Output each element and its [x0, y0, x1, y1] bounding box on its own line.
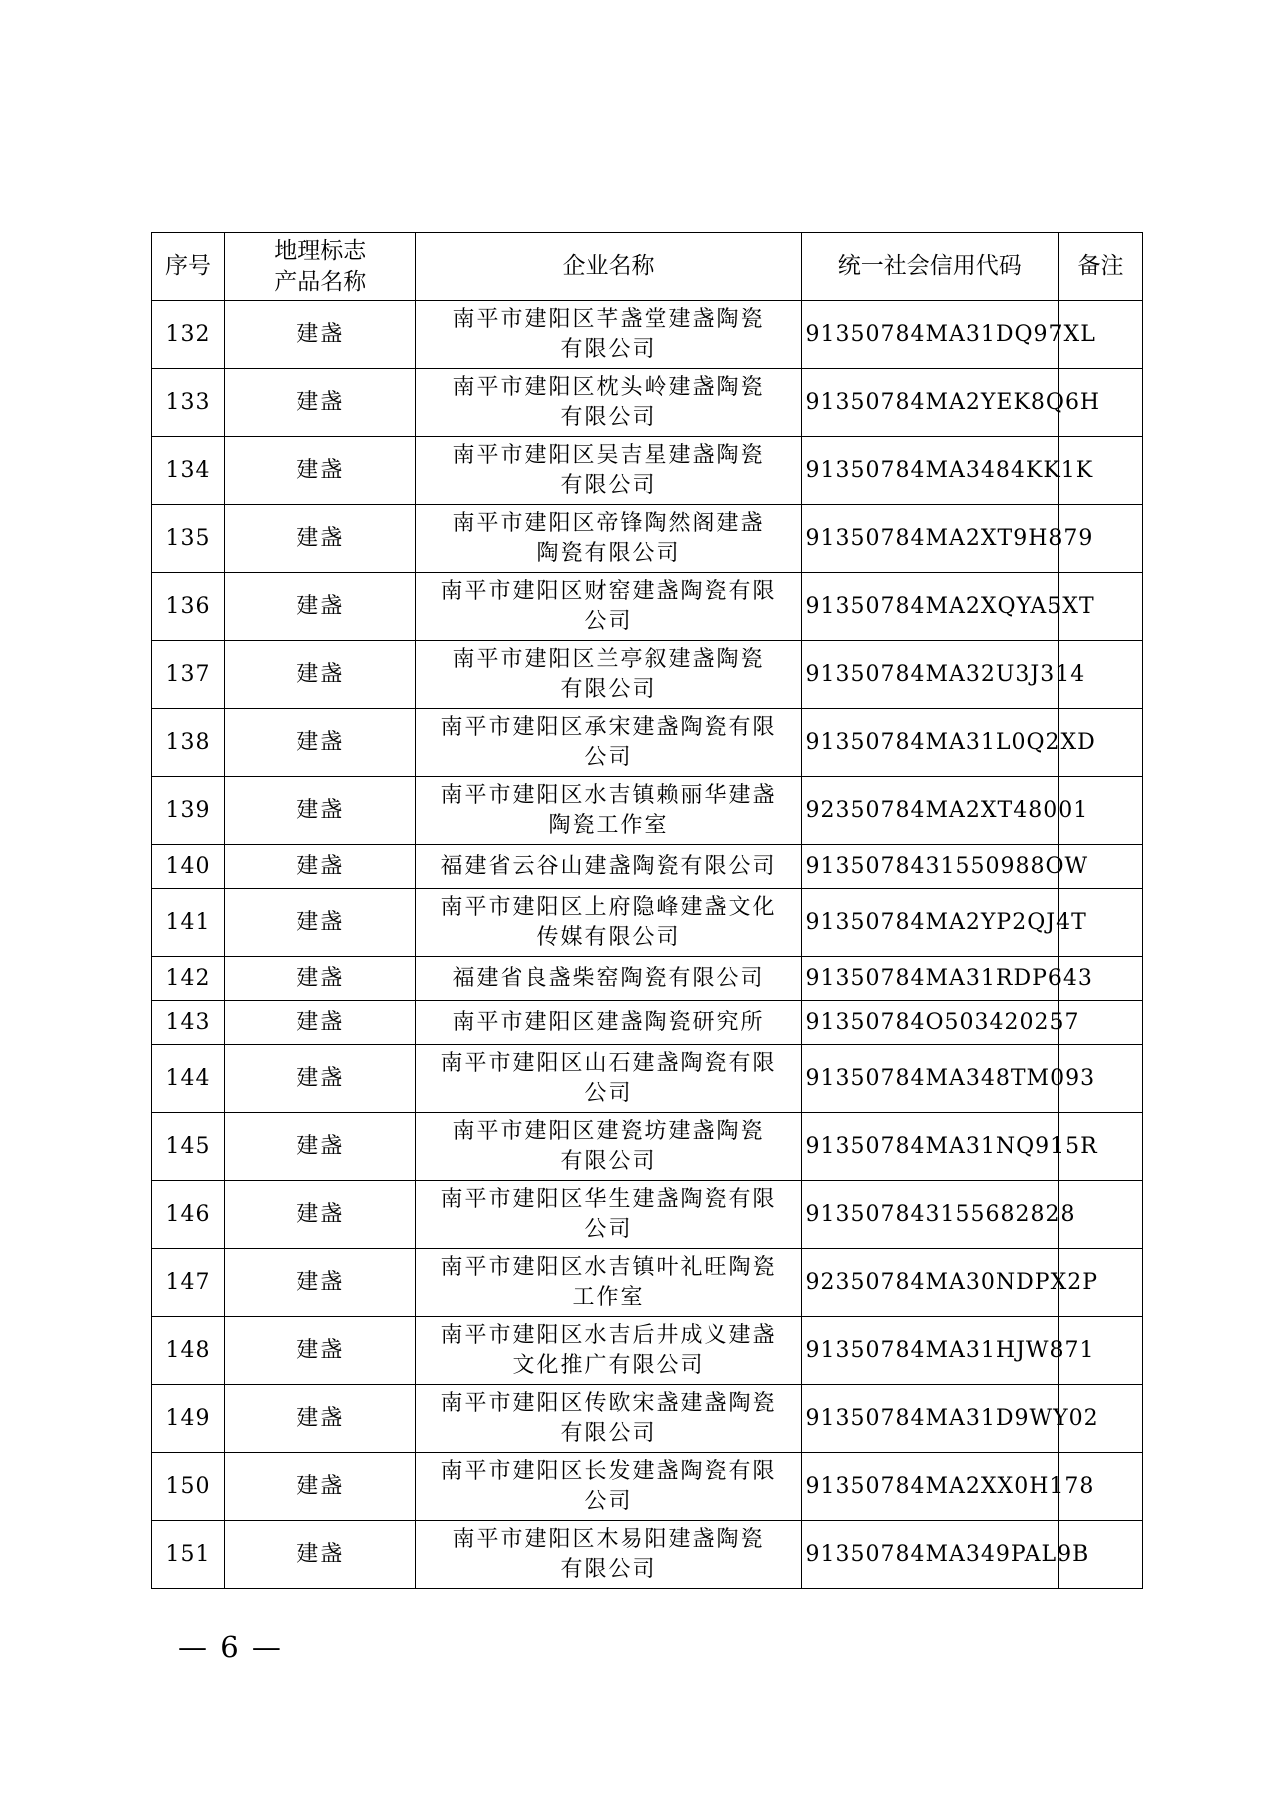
- company-name-line1: 南平市建阳区承宋建盏陶瓷有限: [440, 714, 777, 740]
- company-name-line1: 南平市建阳区华生建盏陶瓷有限: [440, 1186, 777, 1212]
- product-name-cell: 建盏: [224, 777, 416, 845]
- company-name-cell: [416, 505, 801, 573]
- credit-code-cell: 91350784MA348TM093: [801, 1045, 1058, 1113]
- company-name-cell: [416, 1317, 801, 1385]
- company-name-cell: [416, 1113, 801, 1181]
- table-row: [152, 1385, 1143, 1453]
- serial-number-cell: 133: [152, 369, 225, 437]
- company-name-line1: 南平市建阳区水吉镇赖丽华建盏: [440, 782, 777, 808]
- table-row: [152, 709, 1143, 777]
- credit-code-cell: 91350784MA32U3J314: [801, 641, 1058, 709]
- company-name-line2: 公司: [584, 1488, 633, 1514]
- serial-number-cell: 144: [152, 1045, 225, 1113]
- company-name-line2: 传媒有限公司: [536, 924, 681, 950]
- serial-number-cell: 132: [152, 301, 225, 369]
- company-name-line2: 公司: [584, 1216, 633, 1242]
- table-row: [152, 369, 1143, 437]
- product-name-cell: 建盏: [224, 437, 416, 505]
- credit-code-cell: 91350784MA31HJW871: [801, 1317, 1058, 1385]
- company-name-line2: 有限公司: [560, 472, 657, 498]
- company-name-cell: [416, 957, 801, 1001]
- table-row: [152, 845, 1143, 889]
- product-name-cell: 建盏: [224, 1181, 416, 1249]
- company-name-line2: 有限公司: [560, 1556, 657, 1582]
- credit-code-cell: 91350784MA2YP2QJ4T: [801, 889, 1058, 957]
- company-name-line1: 南平市建阳区兰亭叙建盏陶瓷: [452, 646, 765, 672]
- table-row: [152, 1317, 1143, 1385]
- company-name-line2: 有限公司: [560, 676, 657, 702]
- page-number: — 6 —: [178, 1630, 283, 1664]
- company-name-line1: 南平市建阳区传欧宋盏建盏陶瓷: [440, 1390, 777, 1416]
- company-name-cell: [416, 845, 801, 889]
- company-name-line1: 南平市建阳区帝锋陶然阁建盏: [452, 510, 765, 536]
- header-product-line1: 地理标志: [274, 237, 367, 264]
- table-row: [152, 1521, 1143, 1589]
- company-name-line1: 南平市建阳区长发建盏陶瓷有限: [440, 1458, 777, 1484]
- product-name-cell: 建盏: [224, 709, 416, 777]
- product-name-cell: 建盏: [224, 1045, 416, 1113]
- table-row: [152, 573, 1143, 641]
- header-product-line2: 产品名称: [274, 268, 367, 295]
- table-row: [152, 641, 1143, 709]
- credit-code-cell: 91350784MA2XT9H879: [801, 505, 1058, 573]
- company-name-line2: 有限公司: [560, 1420, 657, 1446]
- serial-number-cell: 137: [152, 641, 225, 709]
- company-name-cell: [416, 301, 801, 369]
- serial-number-cell: 135: [152, 505, 225, 573]
- company-name-cell: [416, 1385, 801, 1453]
- table-row: [152, 301, 1143, 369]
- table-row: [152, 437, 1143, 505]
- serial-number-cell: 150: [152, 1453, 225, 1521]
- company-name-line1: 福建省良盏柴窑陶瓷有限公司: [452, 965, 765, 991]
- company-name-cell: [416, 369, 801, 437]
- product-name-cell: 建盏: [224, 1113, 416, 1181]
- header-product-name: [224, 233, 416, 301]
- company-name-line1: 南平市建阳区建瓷坊建盏陶瓷: [452, 1118, 765, 1144]
- company-name-line2: 陶瓷有限公司: [536, 540, 681, 566]
- product-name-cell: 建盏: [224, 641, 416, 709]
- credit-code-cell: 92350784MA2XT48001: [801, 777, 1058, 845]
- table-row: [152, 1045, 1143, 1113]
- serial-number-cell: 146: [152, 1181, 225, 1249]
- table-row: [152, 1001, 1143, 1045]
- enterprise-table: [151, 232, 1143, 1589]
- header-serial-number: 序号: [152, 233, 225, 301]
- serial-number-cell: 147: [152, 1249, 225, 1317]
- product-name-cell: 建盏: [224, 1453, 416, 1521]
- header-company-name: 企业名称: [416, 233, 801, 301]
- serial-number-cell: 141: [152, 889, 225, 957]
- company-name-line1: 南平市建阳区水吉镇叶礼旺陶瓷: [440, 1254, 777, 1280]
- company-name-cell: [416, 709, 801, 777]
- company-name-line1: 南平市建阳区水吉后井成义建盏: [440, 1322, 777, 1348]
- table-header-row: [152, 233, 1143, 301]
- company-name-line1: 南平市建阳区上府隐峰建盏文化: [440, 894, 777, 920]
- company-name-line2: 文化推广有限公司: [512, 1352, 705, 1378]
- product-name-cell: 建盏: [224, 1521, 416, 1589]
- serial-number-cell: 142: [152, 957, 225, 1001]
- company-name-line2: 公司: [584, 1080, 633, 1106]
- table-row: [152, 1249, 1143, 1317]
- serial-number-cell: 136: [152, 573, 225, 641]
- credit-code-cell: 91350784MA2XQYA5XT: [801, 573, 1058, 641]
- credit-code-cell: 91350784MA3484KK1K: [801, 437, 1058, 505]
- credit-code-cell: 91350784MA31DQ97XL: [801, 301, 1058, 369]
- product-name-cell: 建盏: [224, 1317, 416, 1385]
- table-row: [152, 777, 1143, 845]
- credit-code-cell: 91350784MA2YEK8Q6H: [801, 369, 1058, 437]
- company-name-line2: 陶瓷工作室: [548, 812, 669, 838]
- company-name-line1: 南平市建阳区木易阳建盏陶瓷: [452, 1526, 765, 1552]
- serial-number-cell: 140: [152, 845, 225, 889]
- serial-number-cell: 139: [152, 777, 225, 845]
- company-name-cell: [416, 1045, 801, 1113]
- company-name-line2: 公司: [584, 608, 633, 634]
- product-name-cell: 建盏: [224, 957, 416, 1001]
- serial-number-cell: 143: [152, 1001, 225, 1045]
- company-name-cell: [416, 437, 801, 505]
- serial-number-cell: 151: [152, 1521, 225, 1589]
- company-name-cell: [416, 1001, 801, 1045]
- company-name-line2: 有限公司: [560, 1148, 657, 1174]
- credit-code-cell: 91350784MA349PAL9B: [801, 1521, 1058, 1589]
- company-name-line1: 南平市建阳区山石建盏陶瓷有限: [440, 1050, 777, 1076]
- credit-code-cell: 91350784MA31NQ915R: [801, 1113, 1058, 1181]
- credit-code-cell: 913507843155682828: [801, 1181, 1058, 1249]
- company-name-line1: 南平市建阳区芊盏堂建盏陶瓷: [452, 306, 765, 332]
- company-name-cell: [416, 1181, 801, 1249]
- company-name-cell: [416, 1453, 801, 1521]
- serial-number-cell: 145: [152, 1113, 225, 1181]
- credit-code-cell: 91350784MA2XX0H178: [801, 1453, 1058, 1521]
- table-row: [152, 1453, 1143, 1521]
- table-body: [152, 301, 1143, 1589]
- table-row: [152, 1181, 1143, 1249]
- product-name-cell: 建盏: [224, 1385, 416, 1453]
- company-name-cell: [416, 777, 801, 845]
- credit-code-cell: 91350784MA31L0Q2XD: [801, 709, 1058, 777]
- header-note: 备注: [1058, 233, 1142, 301]
- table-row: [152, 889, 1143, 957]
- company-name-cell: [416, 1521, 801, 1589]
- table-row: [152, 1113, 1143, 1181]
- company-name-line1: 福建省云谷山建盏陶瓷有限公司: [440, 853, 777, 879]
- product-name-cell: 建盏: [224, 845, 416, 889]
- company-name-cell: [416, 1249, 801, 1317]
- product-name-cell: 建盏: [224, 505, 416, 573]
- serial-number-cell: 148: [152, 1317, 225, 1385]
- credit-code-cell: 9135078431550988OW: [801, 845, 1058, 889]
- product-name-cell: 建盏: [224, 573, 416, 641]
- product-name-cell: 建盏: [224, 1001, 416, 1045]
- company-name-cell: [416, 889, 801, 957]
- company-name-cell: [416, 573, 801, 641]
- company-name-line1: 南平市建阳区枕头岭建盏陶瓷: [452, 374, 765, 400]
- company-name-line2: 公司: [584, 744, 633, 770]
- serial-number-cell: 138: [152, 709, 225, 777]
- credit-code-cell: 91350784MA31RDP643: [801, 957, 1058, 1001]
- company-name-line1: 南平市建阳区吴吉星建盏陶瓷: [452, 442, 765, 468]
- company-name-line2: 有限公司: [560, 336, 657, 362]
- header-credit-code: 统一社会信用代码: [801, 233, 1058, 301]
- product-name-cell: 建盏: [224, 369, 416, 437]
- credit-code-cell: 91350784O503420257: [801, 1001, 1058, 1045]
- credit-code-cell: 92350784MA30NDPX2P: [801, 1249, 1058, 1317]
- serial-number-cell: 134: [152, 437, 225, 505]
- product-name-cell: 建盏: [224, 301, 416, 369]
- product-name-cell: 建盏: [224, 1249, 416, 1317]
- credit-code-cell: 91350784MA31D9WY02: [801, 1385, 1058, 1453]
- company-name-line1: 南平市建阳区建盏陶瓷研究所: [452, 1009, 765, 1035]
- company-name-cell: [416, 641, 801, 709]
- company-name-line2: 有限公司: [560, 404, 657, 430]
- serial-number-cell: 149: [152, 1385, 225, 1453]
- company-name-line1: 南平市建阳区财窑建盏陶瓷有限: [440, 578, 777, 604]
- table-row: [152, 505, 1143, 573]
- company-name-line2: 工作室: [572, 1284, 645, 1310]
- product-name-cell: 建盏: [224, 889, 416, 957]
- table-row: [152, 957, 1143, 1001]
